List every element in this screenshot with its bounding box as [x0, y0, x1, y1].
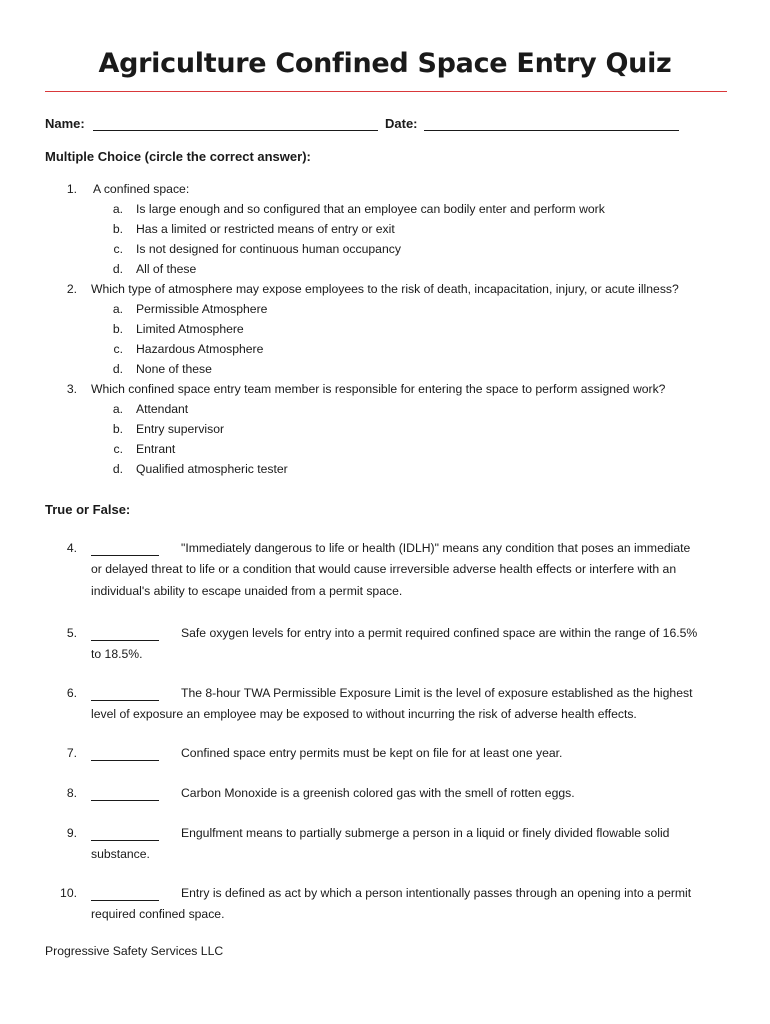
option-letter: a. — [112, 402, 123, 416]
statement-text: Engulfment means to partially submerge a person in a liquid or finely divided flowable solid — [181, 826, 670, 840]
option-letter: d. — [112, 362, 123, 376]
option-text[interactable]: All of these — [136, 262, 197, 276]
question-text: Which type of atmosphere may expose employees to the risk of death, incapacitation, injury, or acute illness? — [91, 282, 679, 296]
name-label: Name: — [45, 116, 85, 131]
statement-text: Entry is defined as act by which a person intentionally passes through an opening into a permit — [181, 886, 692, 900]
statement-text: The 8-hour TWA Permissible Exposure Limit is the level of exposure established as the highest — [181, 686, 693, 700]
name-field[interactable] — [93, 130, 378, 131]
answer-blank[interactable] — [91, 700, 159, 701]
option-text[interactable]: Qualified atmospheric tester — [136, 462, 288, 476]
answer-blank[interactable] — [91, 555, 159, 556]
option-text[interactable]: Attendant — [136, 402, 189, 416]
page-title: Agriculture Confined Space Entry Quiz — [98, 48, 672, 79]
option-letter: c. — [113, 342, 123, 356]
question-text: Which confined space entry team member is responsible for entering the space to perform assigned work? — [91, 382, 666, 396]
question-number: 7. — [66, 746, 77, 760]
option-letter: b. — [112, 222, 123, 236]
option-letter: b. — [112, 322, 123, 336]
statement-text: required confined space. — [91, 907, 225, 921]
question-number: 8. — [66, 786, 77, 800]
tf-heading: True or False: — [45, 502, 131, 517]
option-letter: c. — [113, 442, 123, 456]
question-text: A confined space: — [93, 182, 190, 196]
statement-text: Confined space entry permits must be kept on file for at least one year. — [181, 746, 563, 760]
option-letter: c. — [113, 242, 123, 256]
option-letter: d. — [112, 462, 123, 476]
statement-text: Carbon Monoxide is a greenish colored gas with the smell of rotten eggs. — [181, 786, 575, 800]
statement-text: "Immediately dangerous to life or health (IDLH)" means any condition that poses an immediate — [181, 541, 691, 555]
question-number: 1. — [66, 182, 77, 196]
mc-heading: Multiple Choice (circle the correct answer): — [45, 149, 311, 164]
option-text[interactable]: Limited Atmosphere — [136, 322, 244, 336]
question-number: 2. — [66, 282, 77, 296]
option-letter: b. — [112, 422, 123, 436]
answer-blank[interactable] — [91, 640, 159, 641]
question-number: 9. — [66, 826, 77, 840]
option-text[interactable]: Is not designed for continuous human occupancy — [136, 242, 401, 256]
option-text[interactable]: Has a limited or restricted means of entry or exit — [136, 222, 395, 236]
option-letter: a. — [112, 302, 123, 316]
question-number: 10. — [60, 886, 77, 900]
title-underline — [45, 91, 727, 92]
option-text[interactable]: Entry supervisor — [136, 422, 225, 436]
footer-company: Progressive Safety Services LLC — [45, 944, 224, 958]
statement-text: Safe oxygen levels for entry into a permit required confined space are within the range of 16.5% — [181, 626, 698, 640]
option-text[interactable]: None of these — [136, 362, 212, 376]
option-letter: d. — [112, 262, 123, 276]
statement-text: level of exposure an employee may be exposed to without incurring the risk of adverse health effects. — [91, 707, 637, 721]
statement-text: substance. — [91, 847, 150, 861]
question-number: 3. — [66, 382, 77, 396]
answer-blank[interactable] — [91, 840, 159, 841]
option-text[interactable]: Permissible Atmosphere — [136, 302, 268, 316]
statement-text: individual's ability to escape unaided from a permit space. — [91, 584, 403, 598]
answer-blank[interactable] — [91, 800, 159, 801]
question-number: 4. — [66, 541, 77, 555]
question-number: 6. — [66, 686, 77, 700]
option-text[interactable]: Entrant — [136, 442, 176, 456]
option-text[interactable]: Is large enough and so configured that an employee can bodily enter and perform work — [136, 202, 605, 216]
answer-blank[interactable] — [91, 760, 159, 761]
statement-text: or delayed threat to life or a condition that would cause irreversible adverse health effects or interfere with an — [91, 562, 677, 576]
answer-blank[interactable] — [91, 900, 159, 901]
statement-text: to 18.5%. — [91, 647, 143, 661]
date-field[interactable] — [424, 130, 679, 131]
question-number: 5. — [66, 626, 77, 640]
option-text[interactable]: Hazardous Atmosphere — [136, 342, 264, 356]
date-label: Date: — [385, 116, 418, 131]
option-letter: a. — [112, 202, 123, 216]
